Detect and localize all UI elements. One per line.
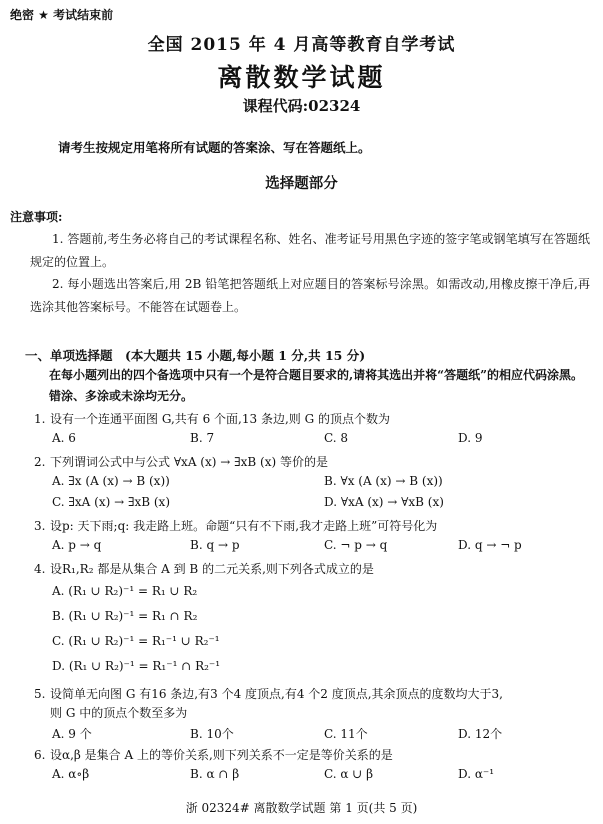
option-b: B. 10个 (190, 727, 234, 741)
page-title: 离散数学试题 (217, 63, 386, 92)
question-text: 设简单无向图 G 有16 条边,有3 个4 度顶点,有4 个2 度顶点,其余顶点的度数均大于3, (50, 687, 503, 701)
question-text: 设有一个连通平面图 G,共有 6 个面,13 条边,则 G 的顶点个数为 (50, 412, 390, 426)
question-number: 5. (34, 687, 46, 701)
option-d: D. (R₁ ∪ R₂)⁻¹ = R₁⁻¹ ∩ R₂⁻¹ (52, 659, 221, 673)
question-number: 1. (34, 412, 46, 426)
question-number: 6. (34, 748, 46, 762)
question-2 (34, 453, 328, 470)
option-c: C. ¬ p → q (324, 538, 388, 552)
question-number: 2. (34, 455, 46, 469)
question-number: 3. (34, 519, 46, 533)
question-text: 设p: 天下雨;q: 我走路上班。命题“只有不下雨,我才走路上班”可符号化为 (50, 519, 438, 533)
confidential-mark: 绝密 ★ 考试结束前 (10, 8, 114, 22)
question-1 (34, 410, 390, 427)
note-item: 1. 答题前,考生务必将自己的考试课程名称、姓名、准考证号用黑色字迹的签字笔或钢笔填写在答题纸规定的位置上。 (30, 232, 590, 269)
part-title: 选择题部分 (265, 175, 338, 192)
option-b: B. q → p (190, 538, 240, 552)
option-d: D. 9 (458, 431, 483, 445)
answer-notice: 请考生按规定用笔将所有试题的答案涂、写在答题纸上。 (58, 140, 371, 155)
question-5 (34, 685, 503, 702)
option-c: C. α ∪ β (324, 767, 374, 781)
option-b: B. 7 (190, 431, 215, 445)
option-c: C. (R₁ ∪ R₂)⁻¹ = R₁⁻¹ ∪ R₂⁻¹ (52, 634, 220, 648)
question-6 (34, 746, 393, 763)
option-b: B. ∀x (A (x) → B (x)) (324, 474, 443, 488)
option-c: C. 11个 (324, 727, 368, 741)
option-b: B. (R₁ ∪ R₂)⁻¹ = R₁ ∩ R₂ (52, 609, 198, 623)
option-c: C. ∃xA (x) → ∃xB (x) (52, 495, 170, 509)
option-a: A. ∃x (A (x) → B (x)) (52, 474, 170, 488)
option-d: D. ∀xA (x) → ∀xB (x) (324, 495, 444, 509)
exam-name: 全国 2015 年 4 月高等教育自学考试 (147, 35, 456, 55)
question-3 (34, 517, 437, 534)
course-code: 课程代码:02324 (242, 97, 361, 115)
page-footer: 浙 02324# 离散数学试题 第 1 页(共 5 页) (185, 801, 418, 815)
option-a: A. 6 (52, 431, 76, 445)
notes-heading: 注意事项: (10, 210, 63, 224)
option-a: A. p → q (52, 538, 102, 552)
question-5-continued: 则 G 中的顶点个数至多为 (50, 706, 188, 720)
option-a: A. 9 个 (52, 727, 92, 741)
option-d: D. α⁻¹ (458, 767, 495, 781)
question-text: 设α,β 是集合 A 上的等价关系,则下列关系不一定是等价关系的是 (50, 748, 393, 762)
section-description: 在每小题列出的四个备选项中只有一个是符合题目要求的,请将其选出并将“答题纸”的相应代码涂黑。错涂、多涂或未涂均无分。 (49, 368, 583, 403)
note-item: 2. 每小题选出答案后,用 2B 铅笔把答题纸上对应题目的答案标号涂黑。如需改动,用橡皮擦干净后,再选涂其他答案标号。不能答在试题卷上。 (30, 277, 590, 314)
question-text: 下列谓词公式中与公式 ∀xA (x) → ∃xB (x) 等价的是 (50, 455, 328, 469)
question-number: 4. (34, 562, 46, 576)
option-a: A. (R₁ ∪ R₂)⁻¹ = R₁ ∪ R₂ (52, 584, 198, 598)
section-title: 一、单项选择题 (本大题共 15 小题,每小题 1 分,共 15 分) (25, 348, 366, 363)
option-d: D. q → ¬ p (458, 538, 522, 552)
option-c: C. 8 (324, 431, 349, 445)
question-4 (34, 560, 374, 577)
option-d: D. 12个 (458, 727, 503, 741)
option-b: B. α ∩ β (190, 767, 240, 781)
option-a: A. α∘β (52, 767, 90, 781)
question-text: 设R₁,R₂ 都是从集合 A 到 B 的二元关系,则下列各式成立的是 (50, 562, 374, 576)
